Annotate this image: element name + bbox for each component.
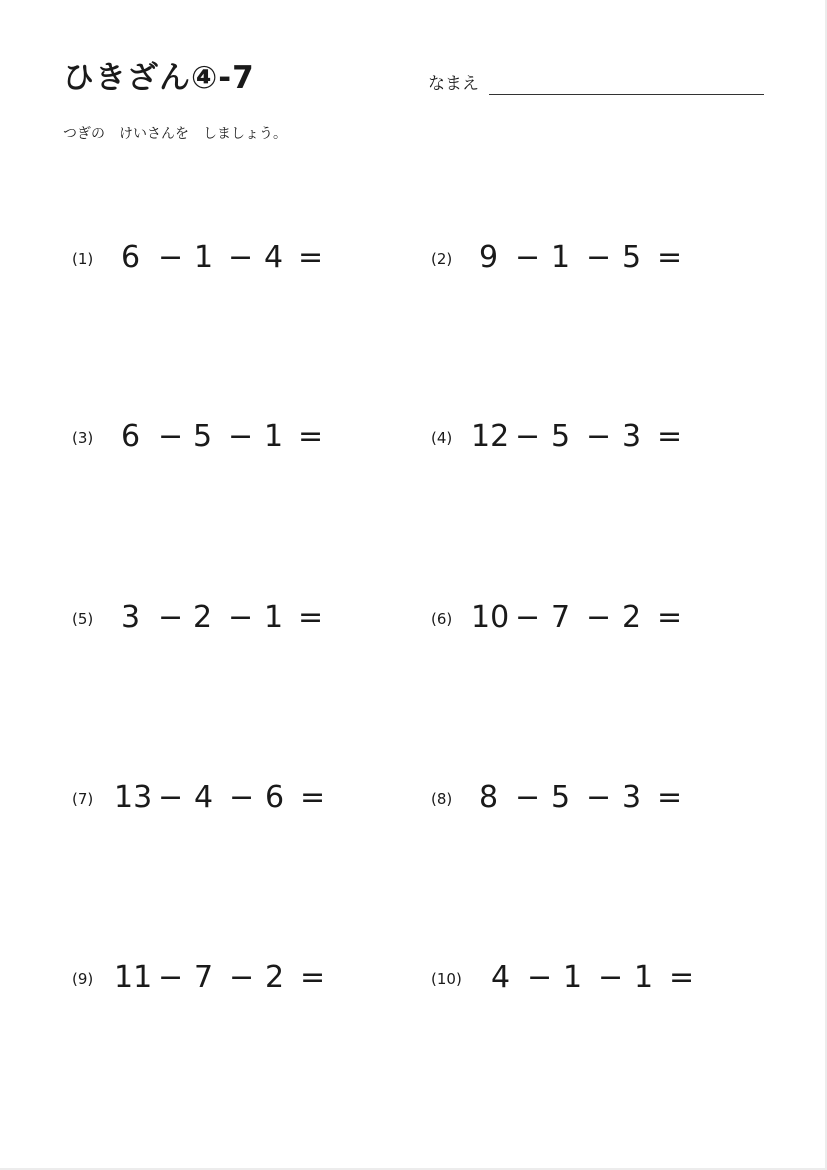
problem-9 <box>72 960 372 1000</box>
operand-c: 3 <box>622 780 642 815</box>
problem-number: (5) <box>72 610 94 628</box>
minus-sign: − <box>515 240 541 275</box>
problem-1 <box>72 240 372 280</box>
minus-sign: − <box>586 780 612 815</box>
operand-c: 2 <box>622 600 642 635</box>
operand-c: 4 <box>264 240 284 275</box>
minus-sign: − <box>158 600 184 635</box>
problem-number: (2) <box>431 250 453 268</box>
operand-b: 5 <box>193 419 213 454</box>
operand-a: 8 <box>479 780 499 815</box>
problem-8 <box>431 780 731 820</box>
equals-sign: = <box>300 960 326 995</box>
minus-sign: − <box>586 600 612 635</box>
worksheet-title: ひきざん④-7 <box>63 60 255 96</box>
minus-sign: − <box>229 780 255 815</box>
problem-5 <box>72 600 372 640</box>
problem-10 <box>431 960 731 1000</box>
minus-sign: − <box>515 780 541 815</box>
minus-sign: − <box>586 419 612 454</box>
minus-sign: − <box>228 240 254 275</box>
instruction-text: つぎの けいさんを しましょう。 <box>63 126 287 142</box>
operand-c: 3 <box>622 419 642 454</box>
equals-sign: = <box>657 600 683 635</box>
problem-number: (7) <box>72 790 94 808</box>
equals-sign: = <box>669 960 695 995</box>
minus-sign: − <box>228 600 254 635</box>
operand-a: 9 <box>479 240 499 275</box>
operand-c: 1 <box>264 600 284 635</box>
minus-sign: − <box>228 419 254 454</box>
operand-b: 4 <box>194 780 214 815</box>
problem-7 <box>72 780 372 820</box>
operand-c: 6 <box>265 780 285 815</box>
operand-a: 6 <box>121 240 141 275</box>
problem-number: (6) <box>431 610 453 628</box>
equals-sign: = <box>298 240 324 275</box>
operand-a: 3 <box>121 600 141 635</box>
operand-c: 2 <box>265 960 285 995</box>
operand-a: 13 <box>114 780 153 815</box>
equals-sign: = <box>298 600 324 635</box>
minus-sign: − <box>515 419 541 454</box>
problem-2 <box>431 240 731 280</box>
problem-number: (1) <box>72 250 94 268</box>
operand-b: 1 <box>551 240 571 275</box>
operand-b: 7 <box>551 600 571 635</box>
minus-sign: − <box>598 960 624 995</box>
problem-4 <box>431 419 731 459</box>
equals-sign: = <box>657 240 683 275</box>
operand-b: 2 <box>193 600 213 635</box>
equals-sign: = <box>657 780 683 815</box>
equals-sign: = <box>657 419 683 454</box>
minus-sign: − <box>515 600 541 635</box>
problem-3 <box>72 419 372 459</box>
problem-number: (10) <box>431 970 462 988</box>
minus-sign: − <box>158 960 184 995</box>
operand-a: 12 <box>471 419 510 454</box>
equals-sign: = <box>300 780 326 815</box>
problem-number: (4) <box>431 429 453 447</box>
minus-sign: − <box>527 960 553 995</box>
operand-b: 5 <box>551 419 571 454</box>
operand-b: 7 <box>194 960 214 995</box>
problem-number: (8) <box>431 790 453 808</box>
minus-sign: − <box>229 960 255 995</box>
problem-number: (3) <box>72 429 94 447</box>
name-write-line[interactable] <box>489 94 764 95</box>
operand-a: 4 <box>491 960 511 995</box>
name-label: なまえ <box>428 74 479 94</box>
operand-b: 1 <box>194 240 214 275</box>
operand-a: 6 <box>121 419 141 454</box>
problem-number: (9) <box>72 970 94 988</box>
minus-sign: − <box>158 780 184 815</box>
operand-a: 10 <box>471 600 510 635</box>
minus-sign: − <box>586 240 612 275</box>
equals-sign: = <box>298 419 324 454</box>
minus-sign: − <box>158 240 184 275</box>
operand-b: 1 <box>563 960 583 995</box>
operand-c: 1 <box>634 960 654 995</box>
problem-6 <box>431 600 731 640</box>
operand-c: 1 <box>264 419 284 454</box>
operand-a: 11 <box>114 960 153 995</box>
operand-b: 5 <box>551 780 571 815</box>
operand-c: 5 <box>622 240 642 275</box>
minus-sign: − <box>158 419 184 454</box>
